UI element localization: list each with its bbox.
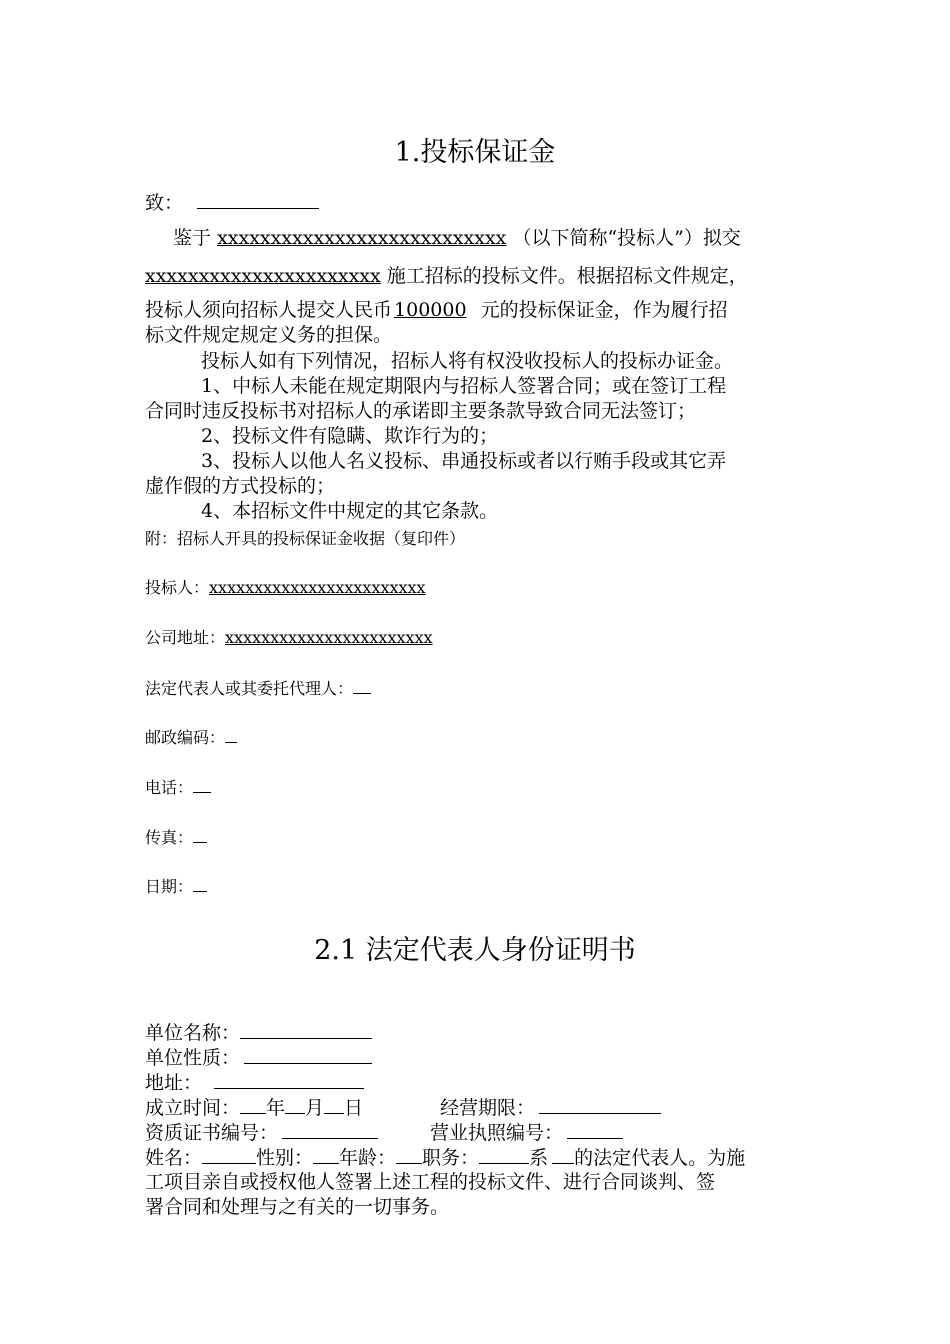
to-line xyxy=(145,190,319,216)
s2-address-label: 地址： xyxy=(145,1072,203,1094)
intro-line3 xyxy=(145,298,728,323)
intro-line3-prefix: 投标人须向招标人提交人民币 xyxy=(145,299,393,321)
item3-line1: 3、投标人以他人名义投标、串通投标或者以行贿手段或其它弄 xyxy=(201,450,727,472)
date-blank xyxy=(193,876,207,892)
to-blank xyxy=(197,190,319,209)
attachment-note: 附：招标人开具的投标保证金收据（复印件） xyxy=(145,529,466,548)
unit-name-blank xyxy=(240,1020,372,1039)
rep-line3: 署合同和处理与之有关的一切事务。 xyxy=(145,1196,450,1218)
license-blank xyxy=(567,1120,623,1139)
item4: 4、本招标文件中规定的其它条款。 xyxy=(201,500,499,522)
license-line xyxy=(430,1120,623,1146)
license-label: 营业执照编号： xyxy=(430,1122,564,1144)
field-address xyxy=(145,625,433,648)
position-label: 职务： xyxy=(422,1147,480,1169)
field-fax xyxy=(145,825,207,848)
company-blank xyxy=(552,1145,574,1164)
established-line xyxy=(145,1095,363,1121)
intro-line4: 标文件规定规定义务的担保。 xyxy=(145,324,393,346)
gender-label: 性别： xyxy=(256,1147,314,1169)
bidder-value: xxxxxxxxxxxxxxxxxxxxxxxx xyxy=(209,578,426,597)
age-blank xyxy=(396,1145,422,1164)
term-line xyxy=(440,1095,661,1121)
cert-blank xyxy=(282,1120,378,1139)
item3-line2: 虚作假的方式投标的； xyxy=(145,475,336,497)
fax-blank xyxy=(193,827,207,843)
postcode-blank xyxy=(225,727,237,743)
unit-name-line xyxy=(145,1020,372,1046)
month-blank xyxy=(285,1095,305,1114)
intro-line3-suffix: 元的投标保证金，作为履行招 xyxy=(480,299,728,321)
intro-suffix: 施工招标的投标文件。根据招标文件规定， xyxy=(386,265,748,287)
unit-name-label: 单位名称： xyxy=(145,1022,241,1044)
fax-label: 传真： xyxy=(145,828,194,847)
intro-line2 xyxy=(145,264,748,289)
day-label: 日 xyxy=(344,1097,364,1119)
rep-line2: 工项目亲自或授权他人签署上述工程的投标文件、进行合同谈判、签 xyxy=(145,1171,716,1193)
age-label: 年龄： xyxy=(339,1147,397,1169)
is-label: 系 xyxy=(529,1147,549,1169)
field-phone xyxy=(145,775,211,798)
field-date xyxy=(145,874,207,897)
intro-project: xxxxxxxxxxxxxxxxxxxxxx xyxy=(145,265,381,287)
name-blank xyxy=(202,1145,256,1164)
forfeit-intro: 投标人如有下列情况，招标人将有权没收投标人的投标办证金。 xyxy=(201,350,734,372)
address-line xyxy=(145,1070,364,1096)
phone-label: 电话： xyxy=(145,778,194,797)
term-blank xyxy=(539,1095,661,1114)
bidder-label: 投标人： xyxy=(145,578,210,597)
amount-value: 100000 xyxy=(394,299,467,321)
cert-line xyxy=(145,1120,378,1146)
intro-line1 xyxy=(173,226,741,251)
to-label: 致： xyxy=(145,192,184,214)
position-blank xyxy=(479,1145,529,1164)
intro-bidder: xxxxxxxxxxxxxxxxxxxxxxxxxxx xyxy=(217,227,507,249)
s2-address-blank xyxy=(214,1070,364,1089)
intro-prefix: 鉴于 xyxy=(173,227,212,249)
section1-title: 1.投标保证金 xyxy=(394,137,556,168)
name-label: 姓名： xyxy=(145,1147,203,1169)
field-representative xyxy=(145,676,371,699)
gender-blank xyxy=(313,1145,339,1164)
section2-title: 2.1 法定代表人身份证明书 xyxy=(314,935,636,966)
day-blank xyxy=(324,1095,344,1114)
year-label: 年 xyxy=(266,1097,286,1119)
term-label: 经营期限： xyxy=(440,1097,536,1119)
rep-blank xyxy=(353,678,371,694)
item1-line2: 合同时违反投标书对招标人的承诺即主要条款导致合同无法签订； xyxy=(145,400,697,422)
date-label: 日期： xyxy=(145,877,194,896)
cert-label: 资质证书编号： xyxy=(145,1122,279,1144)
rep-label: 法定代表人或其委托代理人： xyxy=(145,679,354,698)
address-value: xxxxxxxxxxxxxxxxxxxxxxx xyxy=(225,628,433,647)
intro-mid: （以下简称“投标人”）拟交 xyxy=(512,227,741,249)
field-bidder xyxy=(145,575,426,598)
established-label: 成立时间： xyxy=(145,1097,241,1119)
year-blank xyxy=(240,1095,266,1114)
unit-type-label: 单位性质： xyxy=(145,1047,241,1069)
rep-line1-tail: 的法定代表人。为施 xyxy=(574,1147,746,1169)
month-label: 月 xyxy=(305,1097,325,1119)
rep-line1 xyxy=(145,1145,745,1171)
postcode-label: 邮政编码： xyxy=(145,728,226,747)
address-label: 公司地址： xyxy=(145,628,226,647)
item2: 2、投标文件有隐瞒、欺诈行为的； xyxy=(201,425,499,447)
unit-type-blank xyxy=(244,1045,372,1064)
item1-line1: 1、中标人未能在规定期限内与招标人签署合同；或在签订工程 xyxy=(201,375,727,397)
phone-blank xyxy=(193,777,211,793)
field-postcode xyxy=(145,725,237,748)
unit-type-line xyxy=(145,1045,372,1071)
